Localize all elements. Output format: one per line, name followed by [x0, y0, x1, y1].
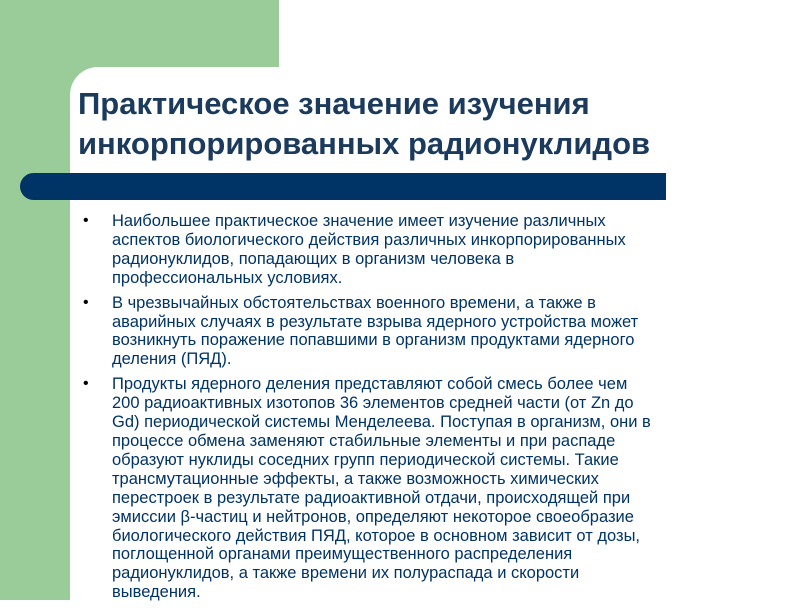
- slide-title: [78, 84, 778, 164]
- bullet-item-3: [80, 375, 780, 602]
- bullet-1-line-3: радионуклидов, попадающих в организм человека в: [112, 249, 515, 268]
- bullet-3-line-3: Gd) периодической системы Менделеева. Поступая в организм, они в: [112, 413, 651, 432]
- bullet-3-line-4: процессе обмена заменяют стабильные элементы и при распаде: [112, 431, 616, 450]
- bullet-3-line-10: поглощенной органами преимущественного распределения: [112, 545, 573, 564]
- bullet-2-line-1: В чрезвычайных обстоятельствах военного времени, а также в: [112, 293, 596, 312]
- bullet-2-line-2: аварийных случаях в результате взрыва ядерного устройства может: [112, 312, 639, 331]
- slide-title-line-1: Практическое значение изучения: [78, 86, 590, 121]
- bullet-2-line-3: возникнуть поражение попавшими в организм продуктами ядерного: [112, 331, 635, 350]
- bullet-3-line-12: выведения.: [112, 583, 201, 602]
- bullet-item-1: [80, 212, 780, 288]
- bullet-dot-icon: •: [83, 293, 89, 311]
- bullet-3-line-5: образуют нуклиды соседних групп периодической системы. Такие: [112, 450, 619, 469]
- bullet-3-line-11: радионуклидов, а также времени их полураспада и скорости: [112, 564, 580, 583]
- slide-title-line-2: инкорпорированных радионуклидов: [78, 126, 651, 161]
- title-underline-bar: [20, 173, 666, 200]
- bullet-3-line-2: 200 радиоактивных изотопов 36 элементов средней части (от Zn до: [112, 394, 634, 413]
- bullet-dot-icon: •: [83, 212, 89, 229]
- bullet-3-line-6: трансмутационные эффекты, а также возможность химических: [112, 469, 599, 488]
- bullet-1-line-4: профессиональных условиях.: [112, 268, 343, 287]
- bullet-2-line-4: деления (ПЯД).: [112, 350, 232, 369]
- bullet-dot-icon: •: [83, 375, 89, 393]
- bullet-1-line-1: Наибольшее практическое значение имеет изучение различных: [112, 212, 606, 230]
- bullet-3-line-9: биологического действия ПЯД, которое в основном зависит от дозы,: [112, 526, 641, 545]
- bullet-3-line-7: перестроек в результате радиоактивной отдачи, происходящей при: [112, 488, 631, 507]
- bullet-list: [80, 212, 780, 608]
- bullet-item-2: [80, 294, 780, 370]
- bullet-3-line-1: Продукты ядерного деления представляют собой смесь более чем: [112, 375, 628, 394]
- bullet-1-line-2: аспектов биологического действия различных инкорпорированных: [112, 230, 626, 249]
- bullet-3-line-8: эмиссии β-частиц и нейтронов, определяют некоторое своеобразие: [112, 507, 634, 526]
